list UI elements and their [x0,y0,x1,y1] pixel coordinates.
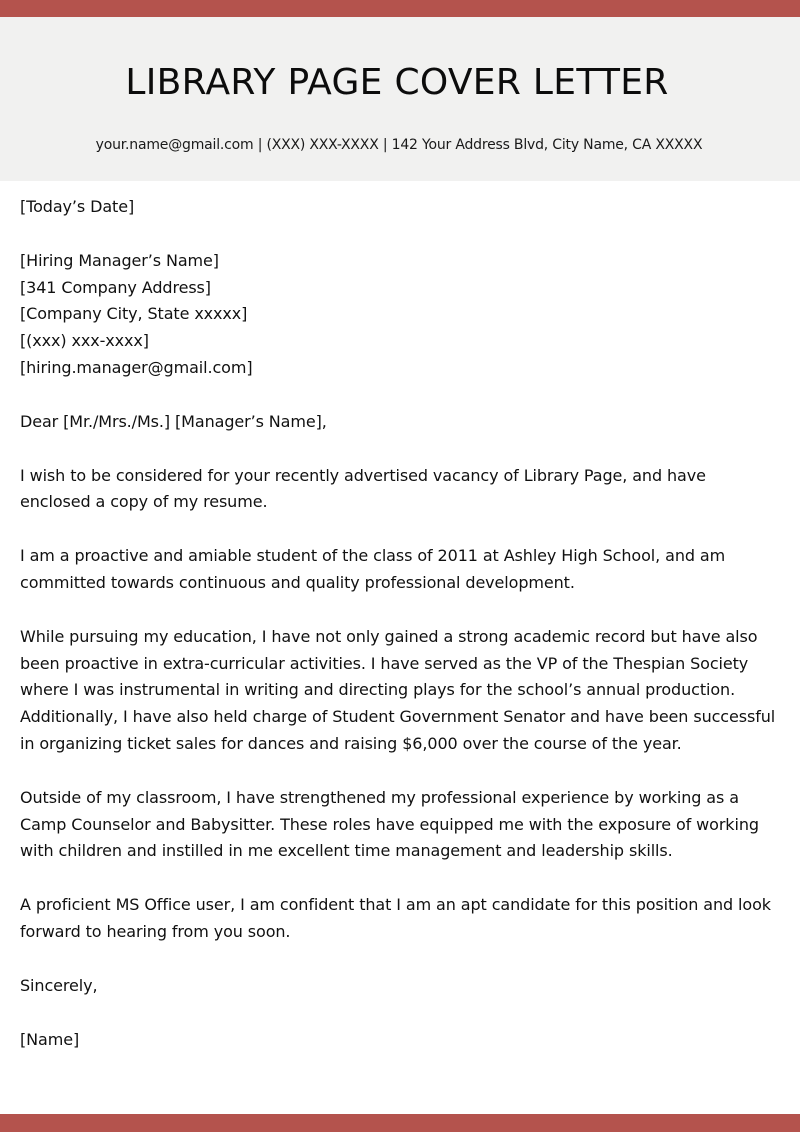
spacer [20,865,792,892]
paragraph-1 [20,463,792,517]
spacer [20,516,792,543]
signature-name: [Name] [20,1029,80,1049]
paragraph-line: While pursuing my education, I have not only gained a strong academic record but have also [20,626,758,646]
recipient-email: [hiring.manager@gmail.com] [20,357,253,377]
paragraph-line: with children and instilled in me excellent time management and leadership skills. [20,841,673,861]
top-accent-bar [0,0,800,17]
paragraph-line: A proficient MS Office user, I am confident that I am an apt candidate for this position and look [20,895,771,915]
paragraph-3 [20,624,792,758]
spacer [20,436,792,463]
paragraph-line: I wish to be considered for your recently advertised vacancy of Library Page, and have [20,465,706,485]
spacer [20,946,792,973]
spacer [20,758,792,785]
paragraph-2 [20,543,792,597]
paragraph-line: in organizing ticket sales for dances and raising $6,000 over the course of the year. [20,733,682,753]
contact-line: your.name@gmail.com | (XXX) XXX-XXXX | 142 Your Address Blvd, City Name, CA XXXXX [95,137,703,153]
paragraph-line: enclosed a copy of my resume. [20,492,268,512]
closing: Sincerely, [20,975,98,995]
spacer [20,382,792,409]
paragraph-4 [20,785,792,865]
recipient-block [20,248,792,382]
paragraph-line: forward to hearing from you soon. [20,921,291,941]
letter-date: [Today’s Date] [20,197,135,216]
spacer [20,1000,792,1027]
recipient-address: [341 Company Address] [20,277,211,297]
paragraph-line: where I was instrumental in writing and directing plays for the school’s annual production. [20,680,736,700]
spacer [20,221,792,248]
letter-header [0,17,800,181]
paragraph-line: I am a proactive and amiable student of the class of 2011 at Ashley High School, and am [20,546,726,566]
bottom-accent-bar [0,1114,800,1132]
page-title: LIBRARY PAGE COVER LETTER [125,62,669,103]
letter-body [20,194,792,1053]
paragraph-line: committed towards continuous and quality professional development. [20,572,575,592]
paragraph-line: Additionally, I have also held charge of Student Government Senator and have been successful [20,707,776,727]
paragraph-line: been proactive in extra-curricular activities. I have served as the VP of the Thespian Society [20,653,749,673]
recipient-phone: [(xxx) xxx-xxxx] [20,331,149,351]
spacer [20,597,792,624]
paragraph-5 [20,892,792,946]
paragraph-line: Camp Counselor and Babysitter. These roles have equipped me with the exposure of working [20,814,759,834]
recipient-city: [Company City, State xxxxx] [20,304,248,324]
recipient-name: [Hiring Manager’s Name] [20,250,219,270]
salutation: Dear [Mr./Mrs./Ms.] [Manager’s Name], [20,411,327,431]
paragraph-line: Outside of my classroom, I have strengthened my professional experience by working as a [20,787,739,807]
